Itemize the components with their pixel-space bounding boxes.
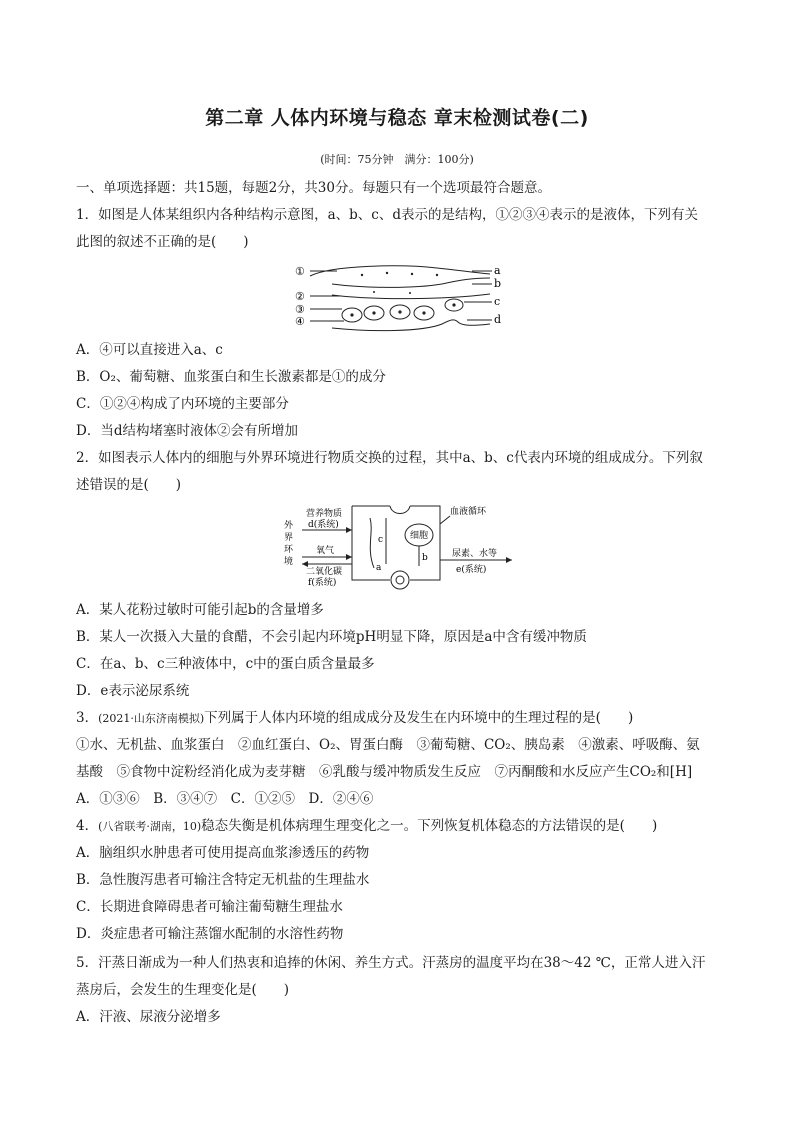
- fig2-nutrients: 营养物质: [306, 509, 343, 519]
- q1-stem-line2: 此图的叙述不正确的是( ): [76, 234, 249, 250]
- section-heading: 一、单项选择题：共15题，每题2分，共30分。每题只有一个选项最符合题意。: [76, 180, 551, 196]
- fig2-outer-env: 界: [284, 533, 294, 543]
- fig2-outer-env: 环: [284, 545, 294, 555]
- q2-option-b: B．某人一次摄入大量的食醋，不会引起内环境pH明显下降，原因是a中含有缓冲物质: [76, 629, 587, 645]
- q1-option-d: D．当d结构堵塞时液体②会有所增加: [76, 423, 298, 439]
- fig2-system-d: d(系统): [308, 520, 339, 530]
- fig1-label-left: ③: [295, 303, 305, 316]
- tissue-boundary: [332, 294, 490, 299]
- q3-stem: [76, 708, 724, 729]
- fig2-label: c: [378, 535, 384, 545]
- q2-exchange-figure: [282, 502, 514, 590]
- q1-option-c: C．①②④构成了内环境的主要部分: [76, 396, 289, 412]
- fig2-system-e: e(系统): [456, 565, 487, 575]
- q4-source: (八省联考·湖南，10): [98, 820, 202, 833]
- q4-stem-text: 稳态失衡是机体病理生理变化之一。下列恢复机体稳态的方法错误的是( ): [201, 818, 658, 834]
- fig2-label: a: [376, 563, 382, 573]
- q3-options: A．①③⑥ B．③④⑦ C．①②⑤ D．②④⑥: [76, 791, 374, 807]
- fig1-label-left: ④: [295, 315, 305, 328]
- fig1-label-right: b: [494, 277, 502, 290]
- notch-top: [390, 506, 410, 514]
- q4-option-c: C．长期进食障碍患者可输注葡萄糖生理盐水: [76, 899, 343, 915]
- fig1-label-left: ②: [295, 290, 305, 303]
- fig2-cell: 细胞: [410, 531, 429, 541]
- page-title: 第二章 人体内环境与稳态 章末检测试卷(二): [205, 107, 589, 129]
- fig2-outer-env: 外: [284, 521, 294, 531]
- lymph-path: [370, 518, 374, 568]
- q5-stem-line1: 5．汗蒸日渐成为一种人们热衷和追捧的休闲、养生方式。汗蒸房的温度平均在38～42 ℃，正常人进入汗: [76, 955, 706, 971]
- q2-option-c: C．在a、b、c三种液体中，c中的蛋白质含量最多: [76, 656, 375, 672]
- q3-items-line1: ①水、无机盐、血浆蛋白 ②血红蛋白、O₂、胃蛋白酶 ③葡萄糖、CO₂、胰岛素 ④激素、呼吸酶、氨: [76, 737, 700, 753]
- fig2-oxygen: 氧气: [316, 546, 335, 556]
- q1-option-b: B．O₂、葡萄糖、血浆蛋白和生长激素都是①的成分: [76, 369, 386, 385]
- q2-stem-line1: 2．如图表示人体内的细胞与外界环境进行物质交换的过程，其中a、b、c代表内环境的组成成分。下列叙: [76, 450, 703, 466]
- fig1-label-left: ①: [295, 265, 305, 278]
- q3-source: (2021·山东济南模拟): [98, 712, 205, 725]
- capillary-wall-lower: [332, 278, 490, 287]
- q1-tissue-figure: [292, 262, 504, 334]
- q2-option-a: A．某人花粉过敏时可能引起b的含量增多: [76, 602, 324, 618]
- fig2-blood-circulation: 血液循环: [450, 507, 487, 517]
- q3-items-line2: 基酸 ⑤食物中淀粉经消化成为麦芽糖 ⑥乳酸与缓冲物质发生反应 ⑦丙酮酸和水反应产生CO₂和[H]: [76, 764, 693, 780]
- exam-info: (时间：75分钟 满分：100分): [320, 153, 474, 166]
- fig2-outer-env: 境: [284, 557, 294, 567]
- bottom-organ: [391, 571, 409, 589]
- q3-stem-text: 下列属于人体内环境的组成成分及发生在内环境中的生理过程的是( ): [204, 710, 634, 726]
- q4-option-a: A．脑组织水肿患者可使用提高血浆渗透压的药物: [76, 845, 370, 861]
- fig2-system-f: f(系统): [308, 578, 337, 588]
- q4-stem: [76, 816, 724, 837]
- fig2-label: b: [422, 553, 428, 563]
- q5-option-a: A．汗液、尿液分泌增多: [76, 1009, 221, 1025]
- q2-option-d: D．e表示泌尿系统: [76, 683, 190, 699]
- q5-stem-line2: 蒸房后，会发生的生理变化是( ): [76, 982, 290, 998]
- circulation-box: [352, 506, 440, 580]
- fig1-label-right: a: [494, 264, 501, 277]
- q4-option-d: D．炎症患者可输注蒸馏水配制的水溶性药物: [76, 926, 344, 942]
- q1-option-a: A．④可以直接进入a、c: [76, 342, 223, 358]
- fig1-label-right: d: [494, 313, 502, 326]
- fig1-label-right: c: [494, 295, 501, 308]
- q1-stem-line1: 1．如图是人体某组织内各种结构示意图，a、b、c、d表示的是结构，①②③④表示的是液体，下列有关: [76, 207, 698, 223]
- q2-stem-line2: 述错误的是( ): [76, 477, 182, 493]
- q3-number: 3．: [76, 710, 99, 726]
- q4-option-b: B．急性腹泻患者可输注含特定无机盐的生理盐水: [76, 872, 370, 888]
- fig2-co2: 二氧化碳: [306, 567, 343, 577]
- q4-number: 4．: [76, 818, 99, 834]
- fig2-waste: 尿素、水等: [452, 549, 498, 559]
